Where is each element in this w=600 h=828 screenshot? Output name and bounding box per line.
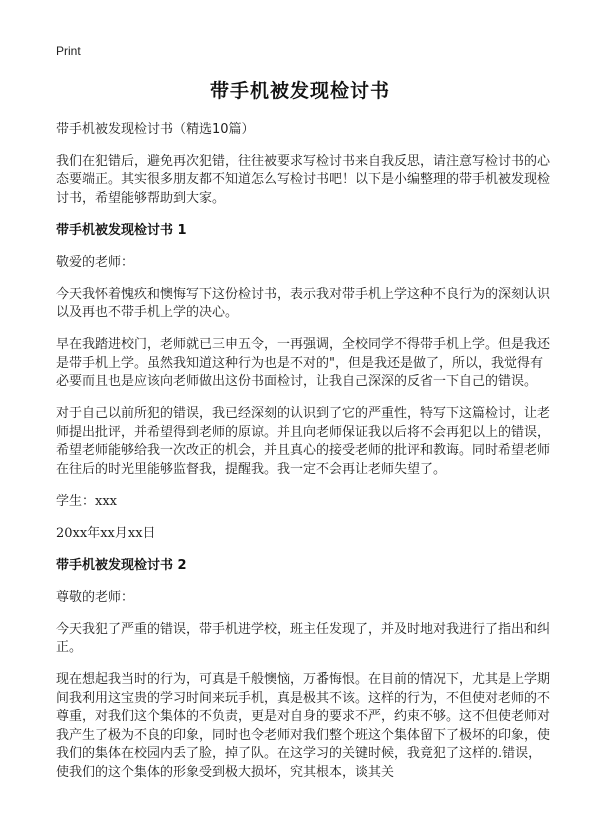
- body-paragraph: 今天我犯了严重的错误，带手机进学校，班主任发现了，并及时地对我进行了指出和纠正。: [56, 621, 551, 655]
- body-paragraph: 对于自己以前所犯的错误，我已经深刻的认识到了它的严重性，特写下这篇检讨，让老师提出批评，并希望得到老师的原谅。并且向老师保证我以后将不会再犯以上的错误，希望老师能够给我一次改正的机会，并且真心的接受老师的批评和教诲。同时希望老师在往后的时光里能够监督我，提醒我。我一定不会再让老师失望了。: [56, 406, 551, 477]
- document-subtitle: 带手机被发现检讨书（精选10篇）: [56, 122, 255, 137]
- greeting: 敬爱的老师：: [56, 254, 135, 270]
- intro-paragraph: 我们在犯错后，避免再次犯错，往往被要求写检讨书来自我反思，请注意写检讨书的心态要端正。其实很多朋友都不知道怎么写检讨书吧！以下是小编整理的带手机被发现检讨书，希望能够帮助到大家。: [56, 153, 551, 206]
- signature: 学生：xxx: [56, 493, 117, 509]
- body-paragraph: 今天我怀着愧疚和懊悔写下这份检讨书，表示我对带手机上学这种不良行为的深刻认识以及再也不带手机上学的决心。: [56, 286, 551, 320]
- section-heading: 带手机被发现检讨书 2: [56, 557, 187, 573]
- date: 20xx年xx月xx日: [56, 525, 156, 541]
- print-link[interactable]: Print: [56, 44, 81, 58]
- body-paragraph: 早在我踏进校门，老师就已三申五令，一再强调，全校同学不得带手机上学。但是我还是带手机上学。虽然我知道这种行为也是不对的"，但是我还是做了，所以，我觉得有必要而且也是应该向老师做出这份书面检讨，让我自己深深的反省一下自己的错误。: [56, 337, 551, 389]
- greeting: 尊敬的老师：: [56, 589, 135, 605]
- body-paragraph: 现在想起我当时的行为，可真是千般懊恼，万番悔恨。在目前的情况下，尤其是上学期间我利用这宝贵的学习时间来玩手机，真是极其不该。这样的行为，不但使对老师的不尊重，对我们这个集体的不负责，更是对自身的要求不严，约束不够。这不但使老师对我产生了极为不良的印象，同时也令老师对我们整个班这个集体留下了极坏的印象，使我们的集体在校园内丢了脸，掉了队。在这学习的关键时候，我竟犯了这样的.错误，使我们的这个集体的形象受到极大损坏，究其根本，谈其关: [56, 672, 551, 780]
- document-body: [56, 121, 552, 796]
- section-heading: 带手机被发现检讨书 1: [56, 222, 187, 238]
- page-title: 带手机被发现检讨书: [209, 80, 390, 102]
